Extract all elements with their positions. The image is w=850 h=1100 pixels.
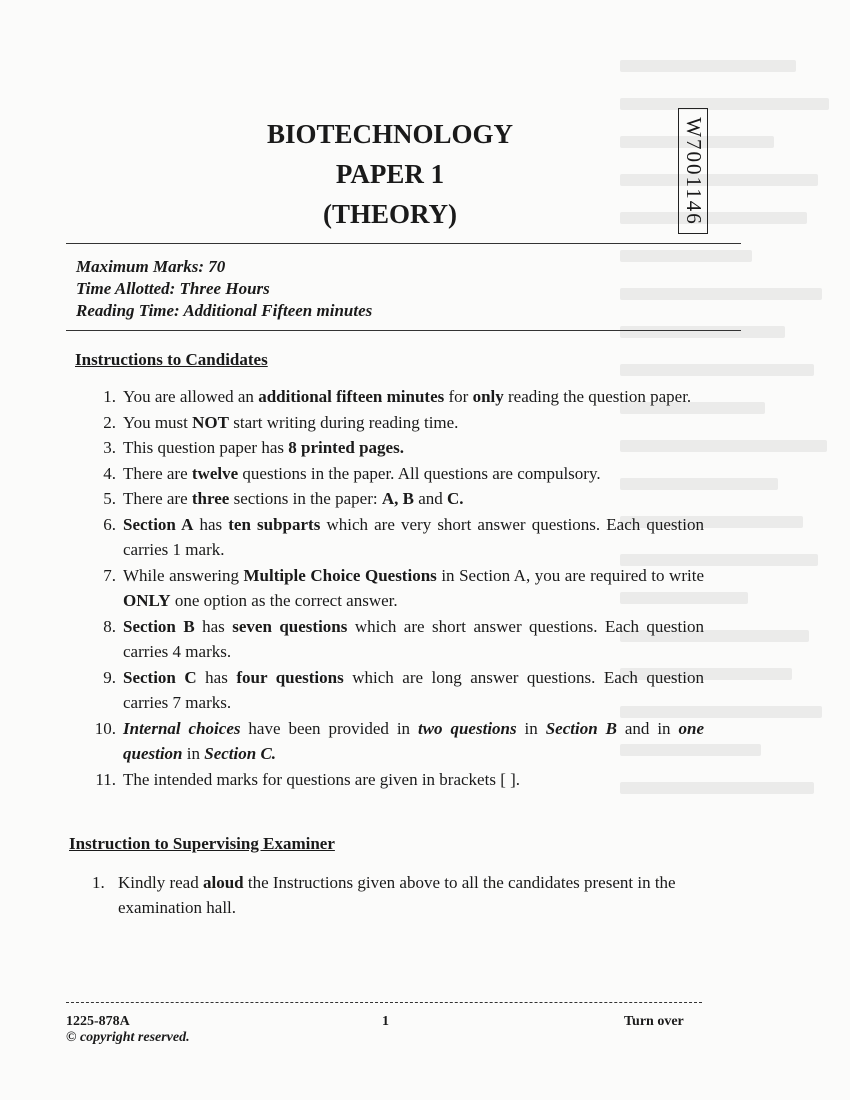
instruction-item-text: twelve xyxy=(191,463,239,483)
divider-middle xyxy=(66,330,741,331)
paper-code-box xyxy=(678,108,708,234)
instruction-item-text: ten subparts xyxy=(228,514,321,534)
instruction-item-3 xyxy=(80,435,704,461)
title-line-type: (THEORY) xyxy=(322,199,458,229)
instruction-item-7 xyxy=(80,563,704,614)
instruction-item-text: While answering xyxy=(123,565,244,585)
supervisor-instructions-list xyxy=(92,870,704,920)
instruction-item-text: You are allowed an xyxy=(123,387,259,406)
instruction-item-number: 6. xyxy=(103,514,116,534)
instruction-item-number: 1. xyxy=(103,387,116,406)
instruction-item-text: The intended marks for questions are given in brackets [ ]. xyxy=(123,769,521,789)
instruction-item-number: 11. xyxy=(95,769,116,789)
instruction-item-text: Section B xyxy=(545,718,617,738)
instruction-item-1 xyxy=(80,384,704,410)
instruction-item-text: questions in the paper. All questions are compulsory. xyxy=(238,463,601,483)
instruction-item-8 xyxy=(80,614,704,665)
instruction-item-text: in Section A, you are required to write xyxy=(436,565,704,585)
instruction-item-5 xyxy=(80,486,704,512)
instruction-item-text: and xyxy=(413,489,448,508)
instruction-item-text: one option as the correct answer. xyxy=(170,591,398,610)
paper-meta xyxy=(76,256,372,322)
copyright-notice: © copyright reserved. xyxy=(66,1030,190,1045)
supervisor-item-text: Kindly read xyxy=(118,873,203,892)
instruction-item-text: have been provided in xyxy=(240,718,418,738)
instruction-item-9 xyxy=(80,665,704,716)
instruction-item-number: 8. xyxy=(103,616,116,636)
instruction-item-text: two questions xyxy=(417,718,517,738)
paper-code-footer: 1225-878A xyxy=(66,1014,130,1029)
supervisor-item-text: aloud xyxy=(202,873,244,892)
instruction-item-text: A, B xyxy=(381,489,414,508)
supervisor-heading: Instruction to Supervising Examiner xyxy=(69,834,335,853)
instruction-item-11 xyxy=(80,767,704,793)
instruction-item-text: Section C xyxy=(123,667,197,687)
instruction-item-text: only xyxy=(472,387,504,406)
instruction-item-text: 8 printed pages. xyxy=(288,438,404,457)
page-number: 1 xyxy=(382,1014,389,1029)
instruction-item-text: NOT xyxy=(192,412,229,432)
instruction-item-text: one question xyxy=(123,718,704,763)
supervisor-item-1 xyxy=(92,870,704,920)
instruction-item-text: sections in the paper: xyxy=(229,489,382,508)
supervisor-item-text: the Instructions given above to all the candidates present in the examination hall. xyxy=(118,873,676,917)
instruction-item-text: and in xyxy=(616,718,679,738)
instruction-item-text: has xyxy=(196,667,237,687)
instruction-item-number: 5. xyxy=(103,489,116,508)
paper-code: W7001146 xyxy=(681,116,706,226)
divider-top xyxy=(66,243,741,244)
instruction-item-number: 2. xyxy=(103,412,116,432)
instruction-item-text: Section A xyxy=(123,514,194,534)
title-line-subject: BIOTECHNOLOGY xyxy=(266,119,514,149)
instruction-item-text: has xyxy=(194,616,233,636)
reading-time: Reading Time: Additional Fifteen minutes xyxy=(76,301,373,320)
instruction-item-number: 10. xyxy=(94,718,116,738)
instruction-item-text: three xyxy=(191,489,230,508)
footer-divider xyxy=(66,1002,702,1003)
instruction-item-text: seven questions xyxy=(232,616,348,636)
max-marks: Maximum Marks: 70 xyxy=(76,257,226,276)
instruction-item-text: Section C. xyxy=(204,744,277,763)
instruction-item-10 xyxy=(80,716,704,767)
instruction-item-text: which are short answer questions. Each question carries 4 marks. xyxy=(123,616,704,661)
instruction-item-number: 9. xyxy=(103,667,116,687)
instruction-item-text: additional fifteen minutes xyxy=(258,387,445,406)
turn-over-label: Turn over xyxy=(624,1014,684,1029)
instructions-list xyxy=(80,384,704,792)
instruction-item-text: There are xyxy=(123,463,192,483)
instruction-item-text: There are xyxy=(123,489,192,508)
instruction-item-6 xyxy=(80,512,704,563)
instruction-item-text: in xyxy=(516,718,546,738)
time-allotted: Time Allotted: Three Hours xyxy=(76,279,270,298)
title-line-paper: PAPER 1 xyxy=(335,159,445,189)
instruction-item-text: This question paper has xyxy=(123,438,289,457)
instruction-item-4 xyxy=(80,461,704,487)
instruction-item-text: Multiple Choice Questions xyxy=(243,565,437,585)
instruction-item-text: which are very short answer questions. Each question carries 1 mark. xyxy=(123,514,704,559)
instruction-item-2 xyxy=(80,410,704,436)
instruction-item-number: 4. xyxy=(103,463,116,483)
instruction-item-text: for xyxy=(444,387,473,406)
instruction-item-text: You must xyxy=(123,412,193,432)
instruction-item-text: has xyxy=(193,514,229,534)
instruction-item-text: reading the question paper. xyxy=(503,387,692,406)
instruction-item-text: which are long answer questions. Each question carries 7 marks. xyxy=(123,667,704,712)
instruction-item-number: 3. xyxy=(103,438,116,457)
instruction-item-text: four questions xyxy=(236,667,344,687)
paper-title xyxy=(0,114,780,234)
instruction-item-text: in xyxy=(182,744,205,763)
instruction-item-text: Internal choices xyxy=(123,718,241,738)
instruction-item-text: C. xyxy=(447,489,464,508)
instruction-item-text: start writing during reading time. xyxy=(228,412,459,432)
instructions-heading: Instructions to Candidates xyxy=(75,350,268,369)
supervisor-item-number: 1. xyxy=(92,873,105,892)
instruction-item-text: ONLY xyxy=(123,591,171,610)
instruction-item-text: Section B xyxy=(123,616,195,636)
instruction-item-number: 7. xyxy=(103,565,116,585)
